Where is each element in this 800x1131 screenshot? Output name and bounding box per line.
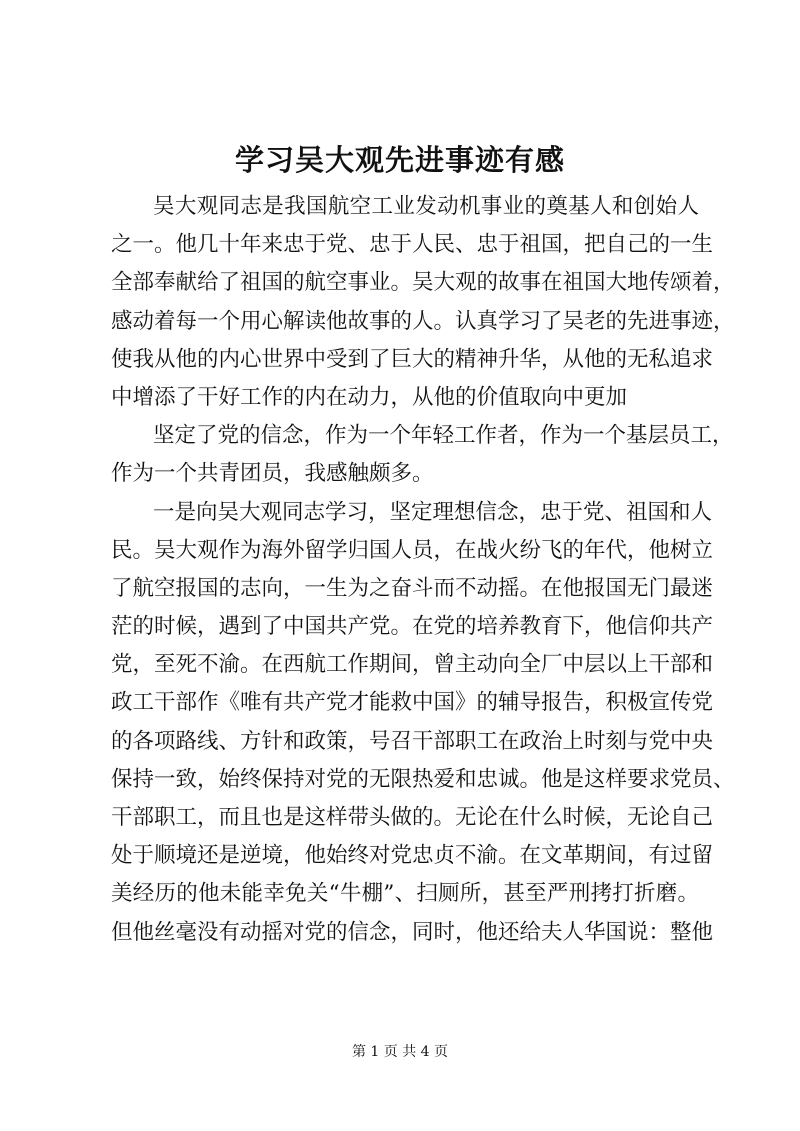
document-body [111,188,735,952]
text-line: 处于顺境还是逆境，他始终对党忠贞不渝。在文革期间，有过留 [111,843,714,869]
text-line: 的各项路线、方针和政策，号召干部职工在政治上时刻与党中央 [111,728,714,754]
text-line: 之一。他几十年来忠于党、忠于人民、忠于祖国，把自己的一生 [111,232,714,258]
text-line: 作为一个共青团员，我感触颇多。 [111,461,434,487]
text-line: 干部职工，而且也是这样带头做的。无论在什么时候，无论自己 [111,805,714,830]
text-line: 政工干部作《唯有共产党才能救中国》的辅导报告，积极宣传党 [111,690,714,716]
text-line: 美经历的他未能幸免关“牛棚”、扫厕所，甚至严刑拷打折磨。 [111,881,699,907]
text-line: 中增添了干好工作的内在动力，从他的价值取向中更加 [111,384,628,410]
text-line: 一是向吴大观同志学习，坚定理想信念，忠于党、祖国和人 [153,499,713,525]
text-line: 民。吴大观作为海外留学归国人员，在战火纷飞的年代，他树立 [111,537,714,563]
text-line: 但他丝毫没有动摇对党的信念，同时，他还给夫人华国说：整他 [111,919,714,945]
text-line: 了航空报国的志向，一生为之奋斗而不动摇。在他报国无门最迷 [111,575,714,601]
text-line: 茫的时候，遇到了中国共产党。在党的培养教育下，他信仰共产 [111,614,714,640]
page-footer: 第 1 页 共 4 页 [351,1044,449,1060]
text-line: 坚定了党的信念，作为一个年轻工作者，作为一个基层员工， [153,423,734,449]
document-title: 学习吴大观先进事迹有感 [234,143,565,177]
text-line: 全部奉献给了祖国的航空事业。吴大观的故事在祖国大地传颂着， [111,270,735,296]
text-line: 保持一致，始终保持对党的无限热爱和忠诚。他是这样要求党员、 [111,766,735,792]
text-line: 党，至死不渝。在西航工作期间，曾主动向全厂中层以上干部和 [111,652,714,678]
text-line: 使我从他的内心世界中受到了巨大的精神升华，从他的无私追求 [111,346,714,372]
text-line: 吴大观同志是我国航空工业发动机事业的奠基人和创始人 [153,194,699,219]
text-line: 感动着每一个用心解读他故事的人。认真学习了吴老的先进事迹， [111,308,735,334]
